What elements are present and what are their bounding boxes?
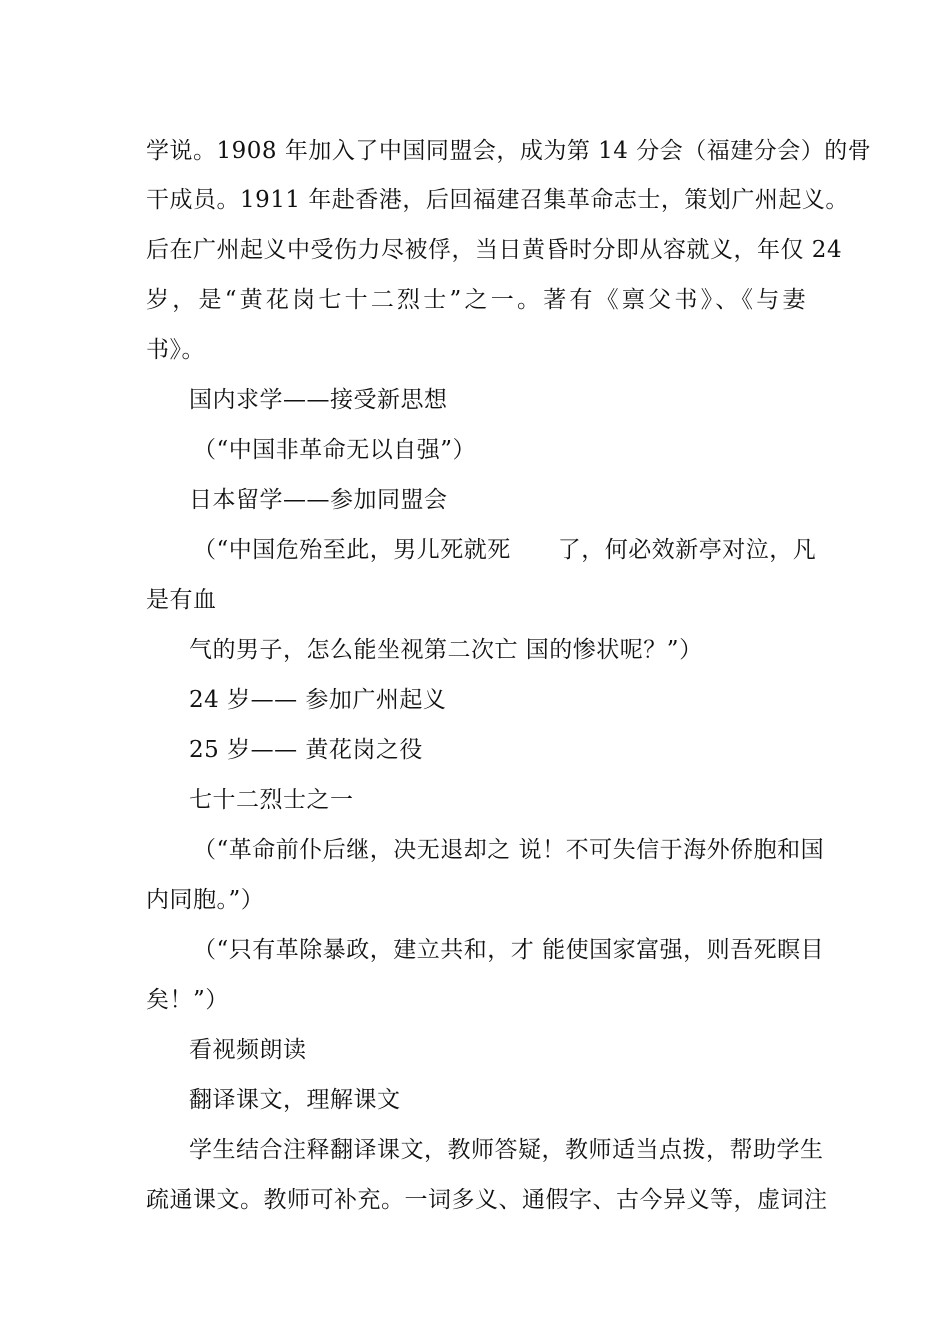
quote-line: 矣！”） [146,987,229,1013]
quote-line: 内同胞。”） [146,887,265,913]
section-heading-domestic-study: 国内求学——接受新思想 [189,387,448,413]
paragraph-line-2: 干成员。1911 年赴香港，后回福建召集革命志士，策划广州起义。 [146,187,849,213]
quote-line: （“中国非革命无以自强”） [193,437,477,463]
quote-line: 气的男子，怎么能坐视第二次亡 国的惨状呢？”） [189,637,703,663]
paragraph-line: 学生结合注释翻译课文，教师答疑，教师适当点拨，帮助学生 [189,1137,824,1163]
paragraph-line-4: 岁，是“黄花岗七十二烈士”之一。著有《禀父书》、《与妻 [146,287,806,313]
quote-line: （“革命前仆后继，决无退却之 说！不可失信于海外侨胞和国 [193,837,825,863]
section-heading-translation: 翻译课文，理解课文 [189,1087,401,1113]
timeline-item: 25 岁—— 黄花岗之役 [189,737,423,763]
quote-line: （“只有革除暴政，建立共和，才 能使国家富强，则吾死瞑目 [193,937,825,963]
quote-line: （“中国危殆至此，男儿死就死 了，何必效新亭对泣，凡 [193,537,817,563]
quote-line: 是有血 [146,587,217,613]
paragraph-line-5: 书》。 [146,337,205,363]
timeline-item: 七十二烈士之一 [189,787,354,813]
paragraph-line: 疏通课文。教师可补充。一词多义、通假字、古今异义等，虚词注 [146,1187,828,1213]
section-heading-video-reading: 看视频朗读 [189,1037,307,1063]
timeline-item: 24 岁—— 参加广州起义 [189,687,447,713]
paragraph-line-3: 后在广州起义中受伤力尽被俘，当日黄昏时分即从容就义，年仅 24 [146,237,843,263]
paragraph-line-1: 学说。1908 年加入了中国同盟会，成为第 14 分会（福建分会）的骨 [146,138,872,164]
section-heading-japan-study: 日本留学——参加同盟会 [189,487,448,513]
